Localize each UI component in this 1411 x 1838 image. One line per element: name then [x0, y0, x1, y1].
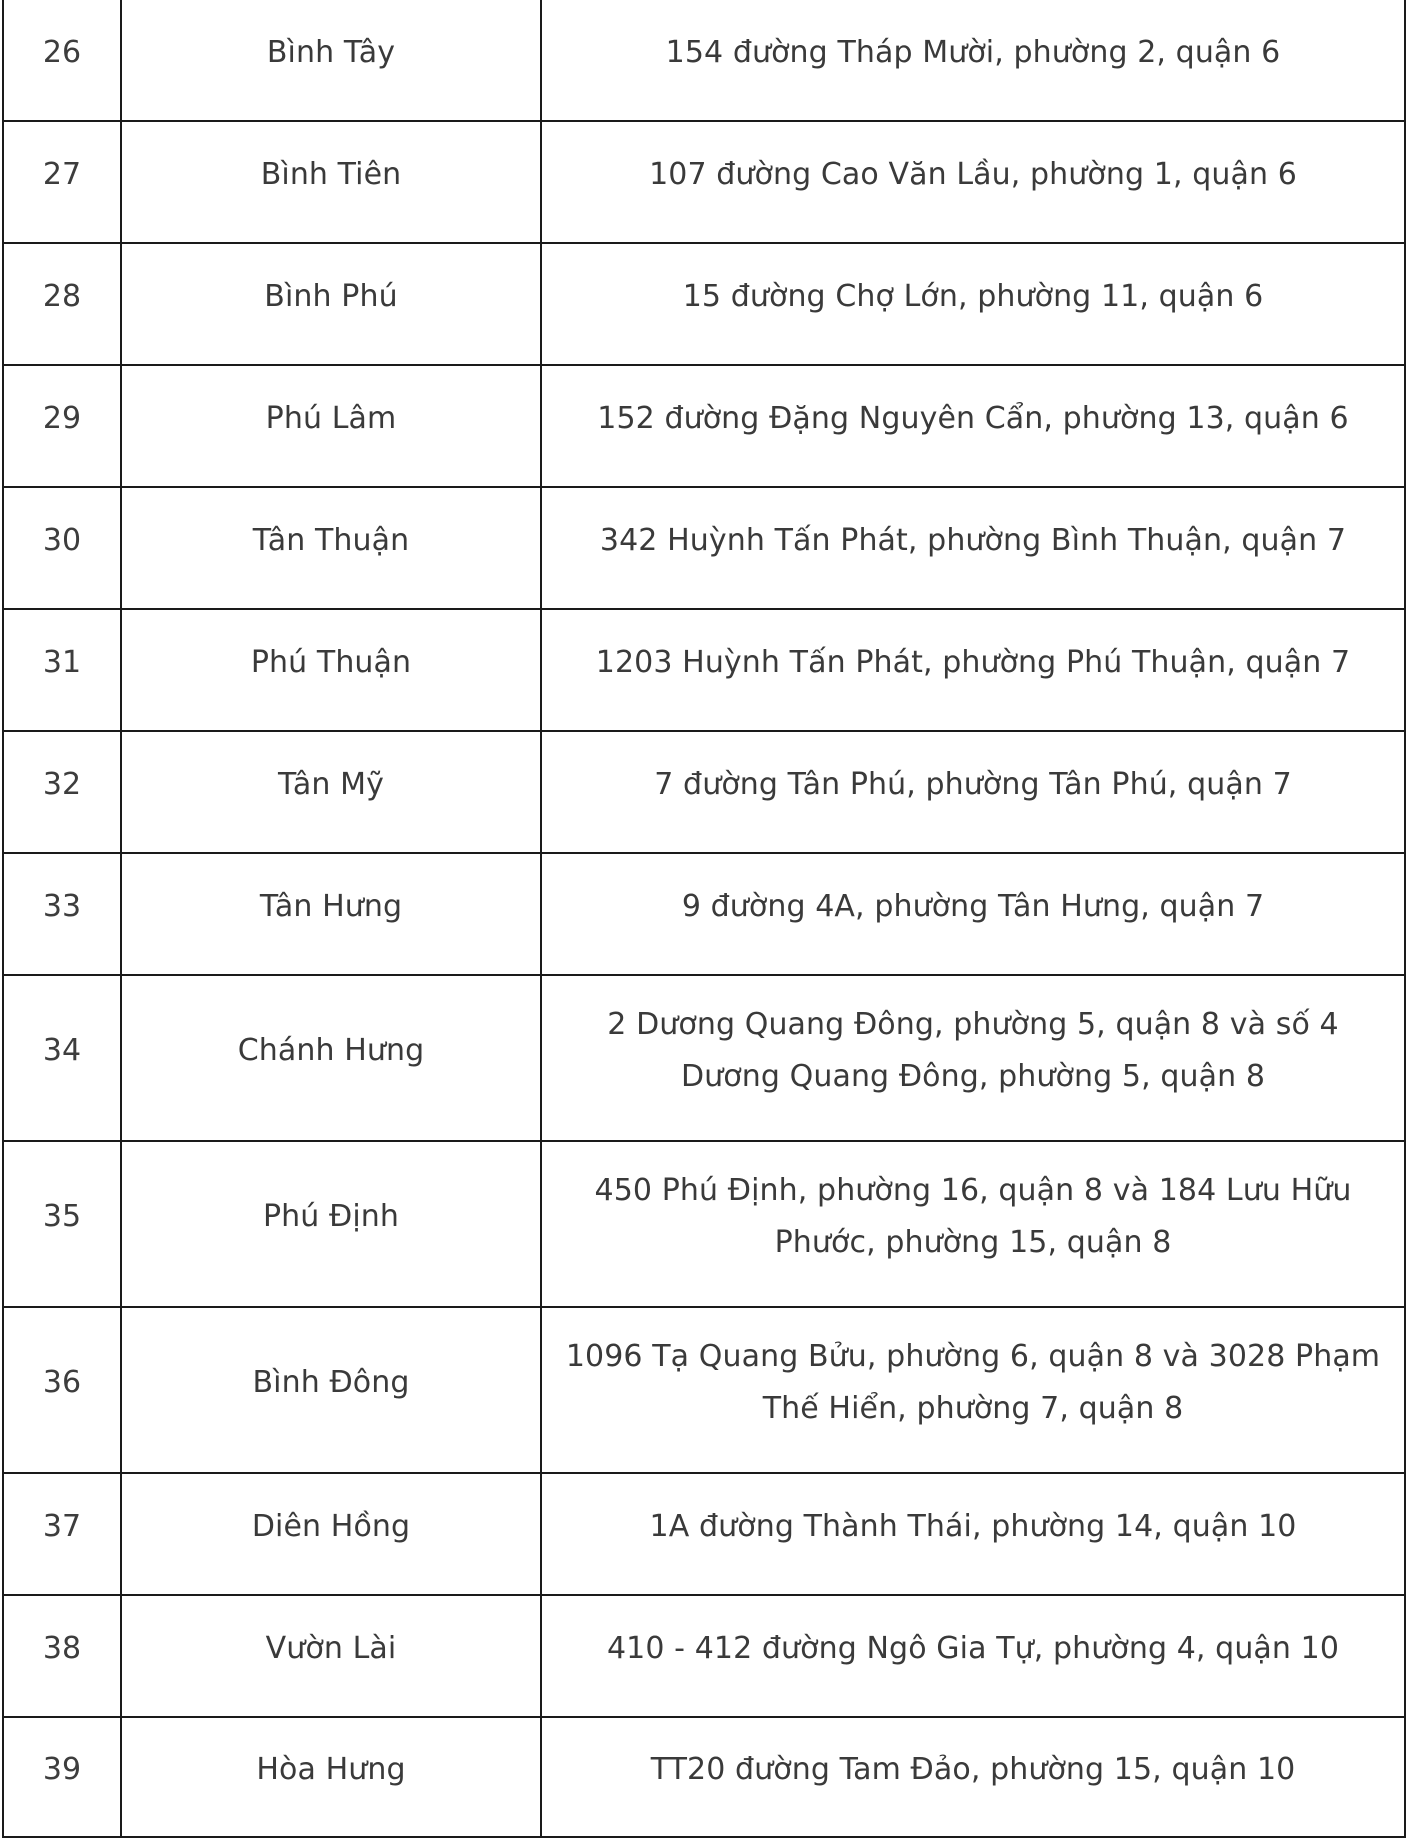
row-number: 29 — [3, 365, 121, 487]
table-row — [3, 365, 1405, 487]
row-number: 33 — [3, 853, 121, 975]
ward-address: 1A đường Thành Thái, phường 14, quận 10 — [541, 1473, 1405, 1595]
ward-name: Phú Thuận — [121, 609, 541, 731]
table-row — [3, 243, 1405, 365]
ward-name: Tân Mỹ — [121, 731, 541, 853]
row-number: 35 — [3, 1141, 121, 1307]
table-row — [3, 609, 1405, 731]
ward-address: 1203 Huỳnh Tấn Phát, phường Phú Thuận, quận 7 — [541, 609, 1405, 731]
ward-address: 450 Phú Định, phường 16, quận 8 và 184 Lưu Hữu Phước, phường 15, quận 8 — [541, 1141, 1405, 1307]
ward-name: Bình Phú — [121, 243, 541, 365]
ward-name: Diên Hồng — [121, 1473, 541, 1595]
row-number: 30 — [3, 487, 121, 609]
row-number: 28 — [3, 243, 121, 365]
table-row — [3, 0, 1405, 121]
table-row — [3, 1595, 1405, 1717]
table-row — [3, 731, 1405, 853]
row-number: 32 — [3, 731, 121, 853]
row-number: 37 — [3, 1473, 121, 1595]
ward-address: 107 đường Cao Văn Lầu, phường 1, quận 6 — [541, 121, 1405, 243]
ward-name: Tân Hưng — [121, 853, 541, 975]
row-number: 31 — [3, 609, 121, 731]
ward-address: 154 đường Tháp Mười, phường 2, quận 6 — [541, 0, 1405, 121]
ward-name: Phú Định — [121, 1141, 541, 1307]
ward-address: 1096 Tạ Quang Bửu, phường 6, quận 8 và 3028 Phạm Thế Hiển, phường 7, quận 8 — [541, 1307, 1405, 1473]
ward-address: 7 đường Tân Phú, phường Tân Phú, quận 7 — [541, 731, 1405, 853]
table-row — [3, 1141, 1405, 1307]
ward-address: TT20 đường Tam Đảo, phường 15, quận 10 — [541, 1717, 1405, 1837]
ward-address-table — [2, 0, 1406, 1838]
ward-name: Vườn Lài — [121, 1595, 541, 1717]
ward-name: Bình Tiên — [121, 121, 541, 243]
ward-name: Tân Thuận — [121, 487, 541, 609]
row-number: 39 — [3, 1717, 121, 1837]
table-row — [3, 1717, 1405, 1837]
ward-name: Bình Đông — [121, 1307, 541, 1473]
row-number: 27 — [3, 121, 121, 243]
ward-address: 15 đường Chợ Lớn, phường 11, quận 6 — [541, 243, 1405, 365]
ward-address: 152 đường Đặng Nguyên Cẩn, phường 13, quận 6 — [541, 365, 1405, 487]
ward-address: 9 đường 4A, phường Tân Hưng, quận 7 — [541, 853, 1405, 975]
row-number: 34 — [3, 975, 121, 1141]
ward-address: 2 Dương Quang Đông, phường 5, quận 8 và số 4 Dương Quang Đông, phường 5, quận 8 — [541, 975, 1405, 1141]
ward-name: Phú Lâm — [121, 365, 541, 487]
ward-name: Chánh Hưng — [121, 975, 541, 1141]
table-row — [3, 853, 1405, 975]
table-row — [3, 975, 1405, 1141]
ward-address: 410 - 412 đường Ngô Gia Tự, phường 4, quận 10 — [541, 1595, 1405, 1717]
row-number: 36 — [3, 1307, 121, 1473]
ward-name: Bình Tây — [121, 0, 541, 121]
ward-name: Hòa Hưng — [121, 1717, 541, 1837]
row-number: 26 — [3, 0, 121, 121]
table-row — [3, 121, 1405, 243]
row-number: 38 — [3, 1595, 121, 1717]
table-row — [3, 487, 1405, 609]
ward-address: 342 Huỳnh Tấn Phát, phường Bình Thuận, quận 7 — [541, 487, 1405, 609]
table-row — [3, 1307, 1405, 1473]
table-row — [3, 1473, 1405, 1595]
